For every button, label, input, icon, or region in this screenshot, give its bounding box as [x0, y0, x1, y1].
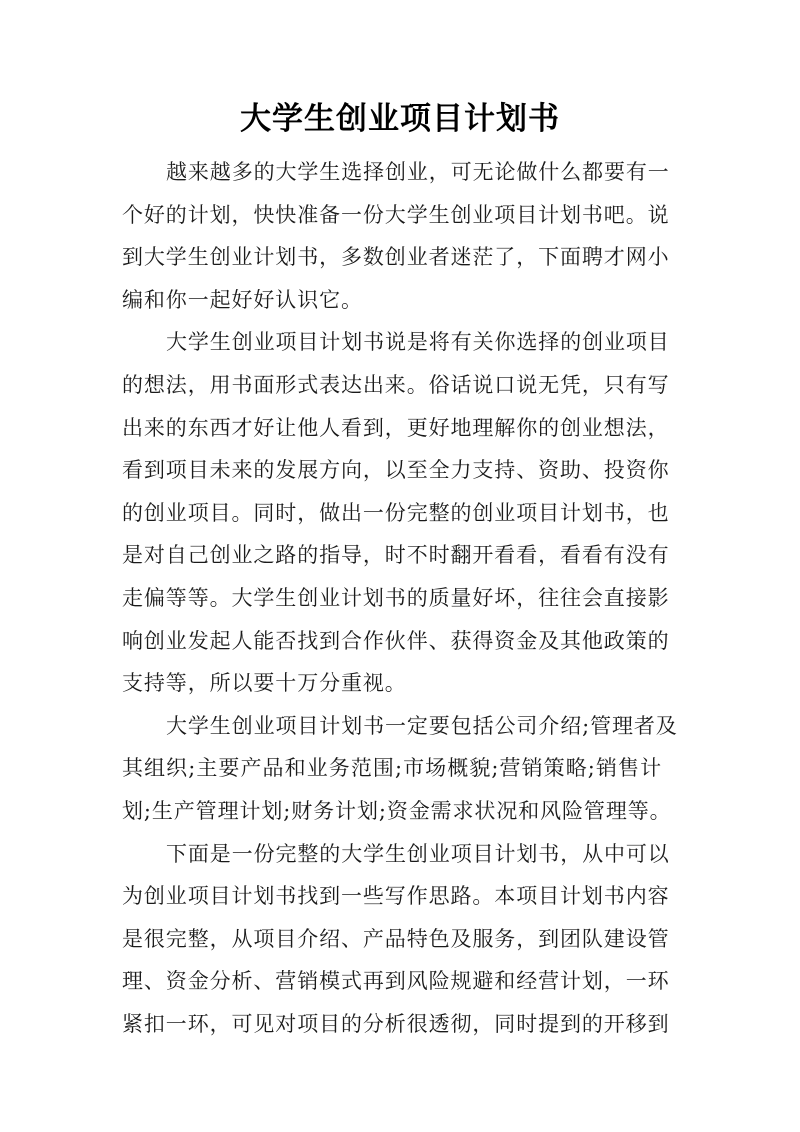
text-line: 大学生创业项目计划书说是将有关你选择的创业项目 — [166, 330, 670, 355]
text-line: 下面是一份完整的大学生创业项目计划书，从中可以 — [166, 841, 670, 866]
text-line: 看到项目未来的发展方向，以至全力支持、资助、投资你 — [122, 458, 670, 483]
text-line: 出来的东西才好让他人看到，更好地理解你的创业想法， — [122, 415, 670, 440]
text-line: 是很完整，从项目介绍、产品特色及服务，到团队建设管 — [122, 926, 670, 951]
document-title: 大学生创业项目计划书 — [240, 101, 560, 137]
text-line: 响创业发起人能否找到合作伙伴、获得资金及其他政策的 — [122, 628, 670, 653]
paragraph-intro — [122, 151, 670, 321]
text-line: 越来越多的大学生选择创业，可无论做什么都要有一 — [166, 160, 670, 184]
text-line: 个好的计划，快快准备一份大学生创业项目计划书吧。说 — [122, 202, 670, 227]
text-line: 紧扣一环，可见对项目的分析很透彻，同时提到的开移到 — [122, 1011, 670, 1036]
paragraph-definition — [122, 321, 670, 704]
text-line: 划;生产管理计划;财务计划;资金需求状况和风险管理等。 — [122, 798, 672, 823]
document-body — [122, 151, 678, 1045]
paragraph-contents — [122, 705, 678, 833]
text-line: 大学生创业项目计划书一定要包括公司介绍;管理者及 — [166, 713, 678, 738]
text-line: 的想法，用书面形式表达出来。俗话说口说无凭，只有写 — [122, 372, 670, 397]
text-line: 其组织;主要产品和业务范围;市场概貌;营销策略;销售计 — [122, 756, 662, 781]
text-line: 走偏等等。大学生创业计划书的质量好坏，往往会直接影 — [122, 585, 670, 610]
text-line: 是对自己创业之路的指导，时不时翻开看看，看看有没有 — [122, 543, 670, 568]
text-line: 理、资金分析、营销模式再到风险规避和经营计划，一环 — [122, 969, 670, 994]
text-line: 支持等，所以要十万分重视。 — [122, 671, 407, 696]
text-line: 编和你一起好好认识它。 — [122, 287, 363, 312]
text-line: 到大学生创业计划书，多数创业者迷茫了，下面聘才网小 — [122, 245, 670, 270]
text-line: 的创业项目。同时，做出一份完整的创业项目计划书，也 — [122, 500, 670, 525]
paragraph-sample-intro — [122, 833, 670, 1046]
text-line: 为创业项目计划书找到一些写作思路。本项目计划书内容 — [122, 884, 670, 909]
